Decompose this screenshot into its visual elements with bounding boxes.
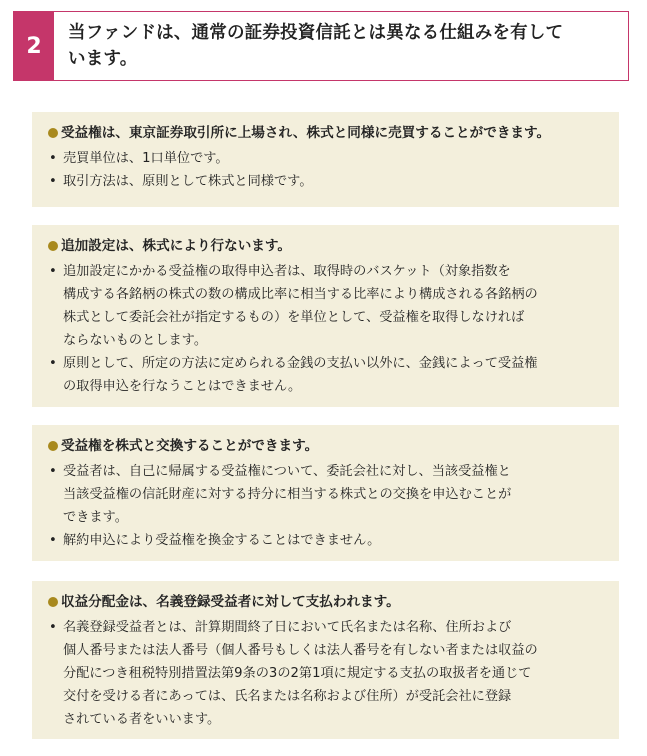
- list-item: [48, 460, 605, 529]
- list-item-line: 個人番号または法人番号（個人番号もしくは法人番号を有しない者または収益の: [63, 643, 538, 658]
- section-title-line-2: います。: [68, 49, 138, 69]
- card-title: [48, 435, 605, 457]
- card-title: [48, 591, 605, 613]
- list-item: [48, 260, 605, 352]
- card-list: [48, 616, 605, 731]
- card-title-text: 収益分配金は、名義登録受益者に対して支払われます。: [61, 594, 400, 610]
- list-item-line: 売買単位は、1口単位です。: [63, 151, 229, 166]
- list-item: [48, 352, 605, 398]
- list-item-line: できます。: [63, 510, 128, 525]
- list-item: [48, 616, 605, 731]
- bullet-dot-icon: [48, 597, 58, 607]
- list-item-line: 株式として委託会社が指定するもの）を単位として、受益権を取得しなければ: [63, 310, 525, 325]
- card-title-text: 受益権は、東京証券取引所に上場され、株式と同様に売買することができます。: [61, 125, 551, 141]
- list-item: [48, 529, 605, 552]
- bullet-dot-icon: [48, 128, 58, 138]
- list-item-line: の取得申込を行なうことはできません。: [63, 379, 302, 394]
- list-item-line: 当該受益権の信託財産に対する持分に相当する株式との交換を申込むことが: [63, 487, 512, 502]
- card-list: [48, 460, 605, 552]
- section-title-line-1: 当ファンドは、通常の証券投資信託とは異なる仕組みを有して: [68, 23, 564, 43]
- list-item-line: 追加設定にかかる受益権の取得申込者は、取得時のバスケット（対象指数を: [63, 264, 511, 279]
- list-item-line: 受益者は、自己に帰属する受益権について、委託会社に対し、当該受益権と: [63, 464, 511, 479]
- list-item-line: 交付を受ける者にあっては、氏名または名称および住所）が受託会社に登録: [63, 689, 512, 704]
- list-item-line: 名義登録受益者とは、計算期間終了日において氏名または名称、住所および: [63, 620, 512, 635]
- card-list: [48, 147, 605, 193]
- list-item-line: 構成する各銘柄の株式の数の構成比率に相当する比率により構成される各銘柄の: [63, 287, 538, 302]
- info-card-exchange: [32, 425, 619, 561]
- list-item-line: 原則として、所定の方法に定められる金銭の支払い以外に、金銭によって受益権: [63, 356, 538, 371]
- card-title-text: 追加設定は、株式により行ないます。: [61, 238, 292, 254]
- section-header: [13, 11, 629, 81]
- list-item: [48, 170, 605, 193]
- card-title: [48, 122, 605, 144]
- card-title-text: 受益権を株式と交換することができます。: [61, 438, 319, 454]
- list-item-line: ならないものとします。: [63, 333, 208, 348]
- list-item-line: されている者をいいます。: [63, 712, 221, 727]
- card-list: [48, 260, 605, 398]
- bullet-dot-icon: [48, 241, 58, 251]
- info-card-distribution: [32, 581, 619, 739]
- info-card-listing: [32, 112, 619, 207]
- card-title: [48, 235, 605, 257]
- section-number: 2: [14, 12, 54, 80]
- list-item-line: 取引方法は、原則として株式と同様です。: [63, 174, 313, 189]
- list-item-line: 解約申込により受益権を換金することはできません。: [63, 533, 381, 548]
- section-title: [54, 12, 571, 80]
- list-item-line: 分配につき租税特別措置法第9条の3の2第1項に規定する支払の取扱者を通じて: [63, 666, 532, 681]
- list-item: [48, 147, 605, 170]
- info-card-additional-setting: [32, 225, 619, 407]
- bullet-dot-icon: [48, 441, 58, 451]
